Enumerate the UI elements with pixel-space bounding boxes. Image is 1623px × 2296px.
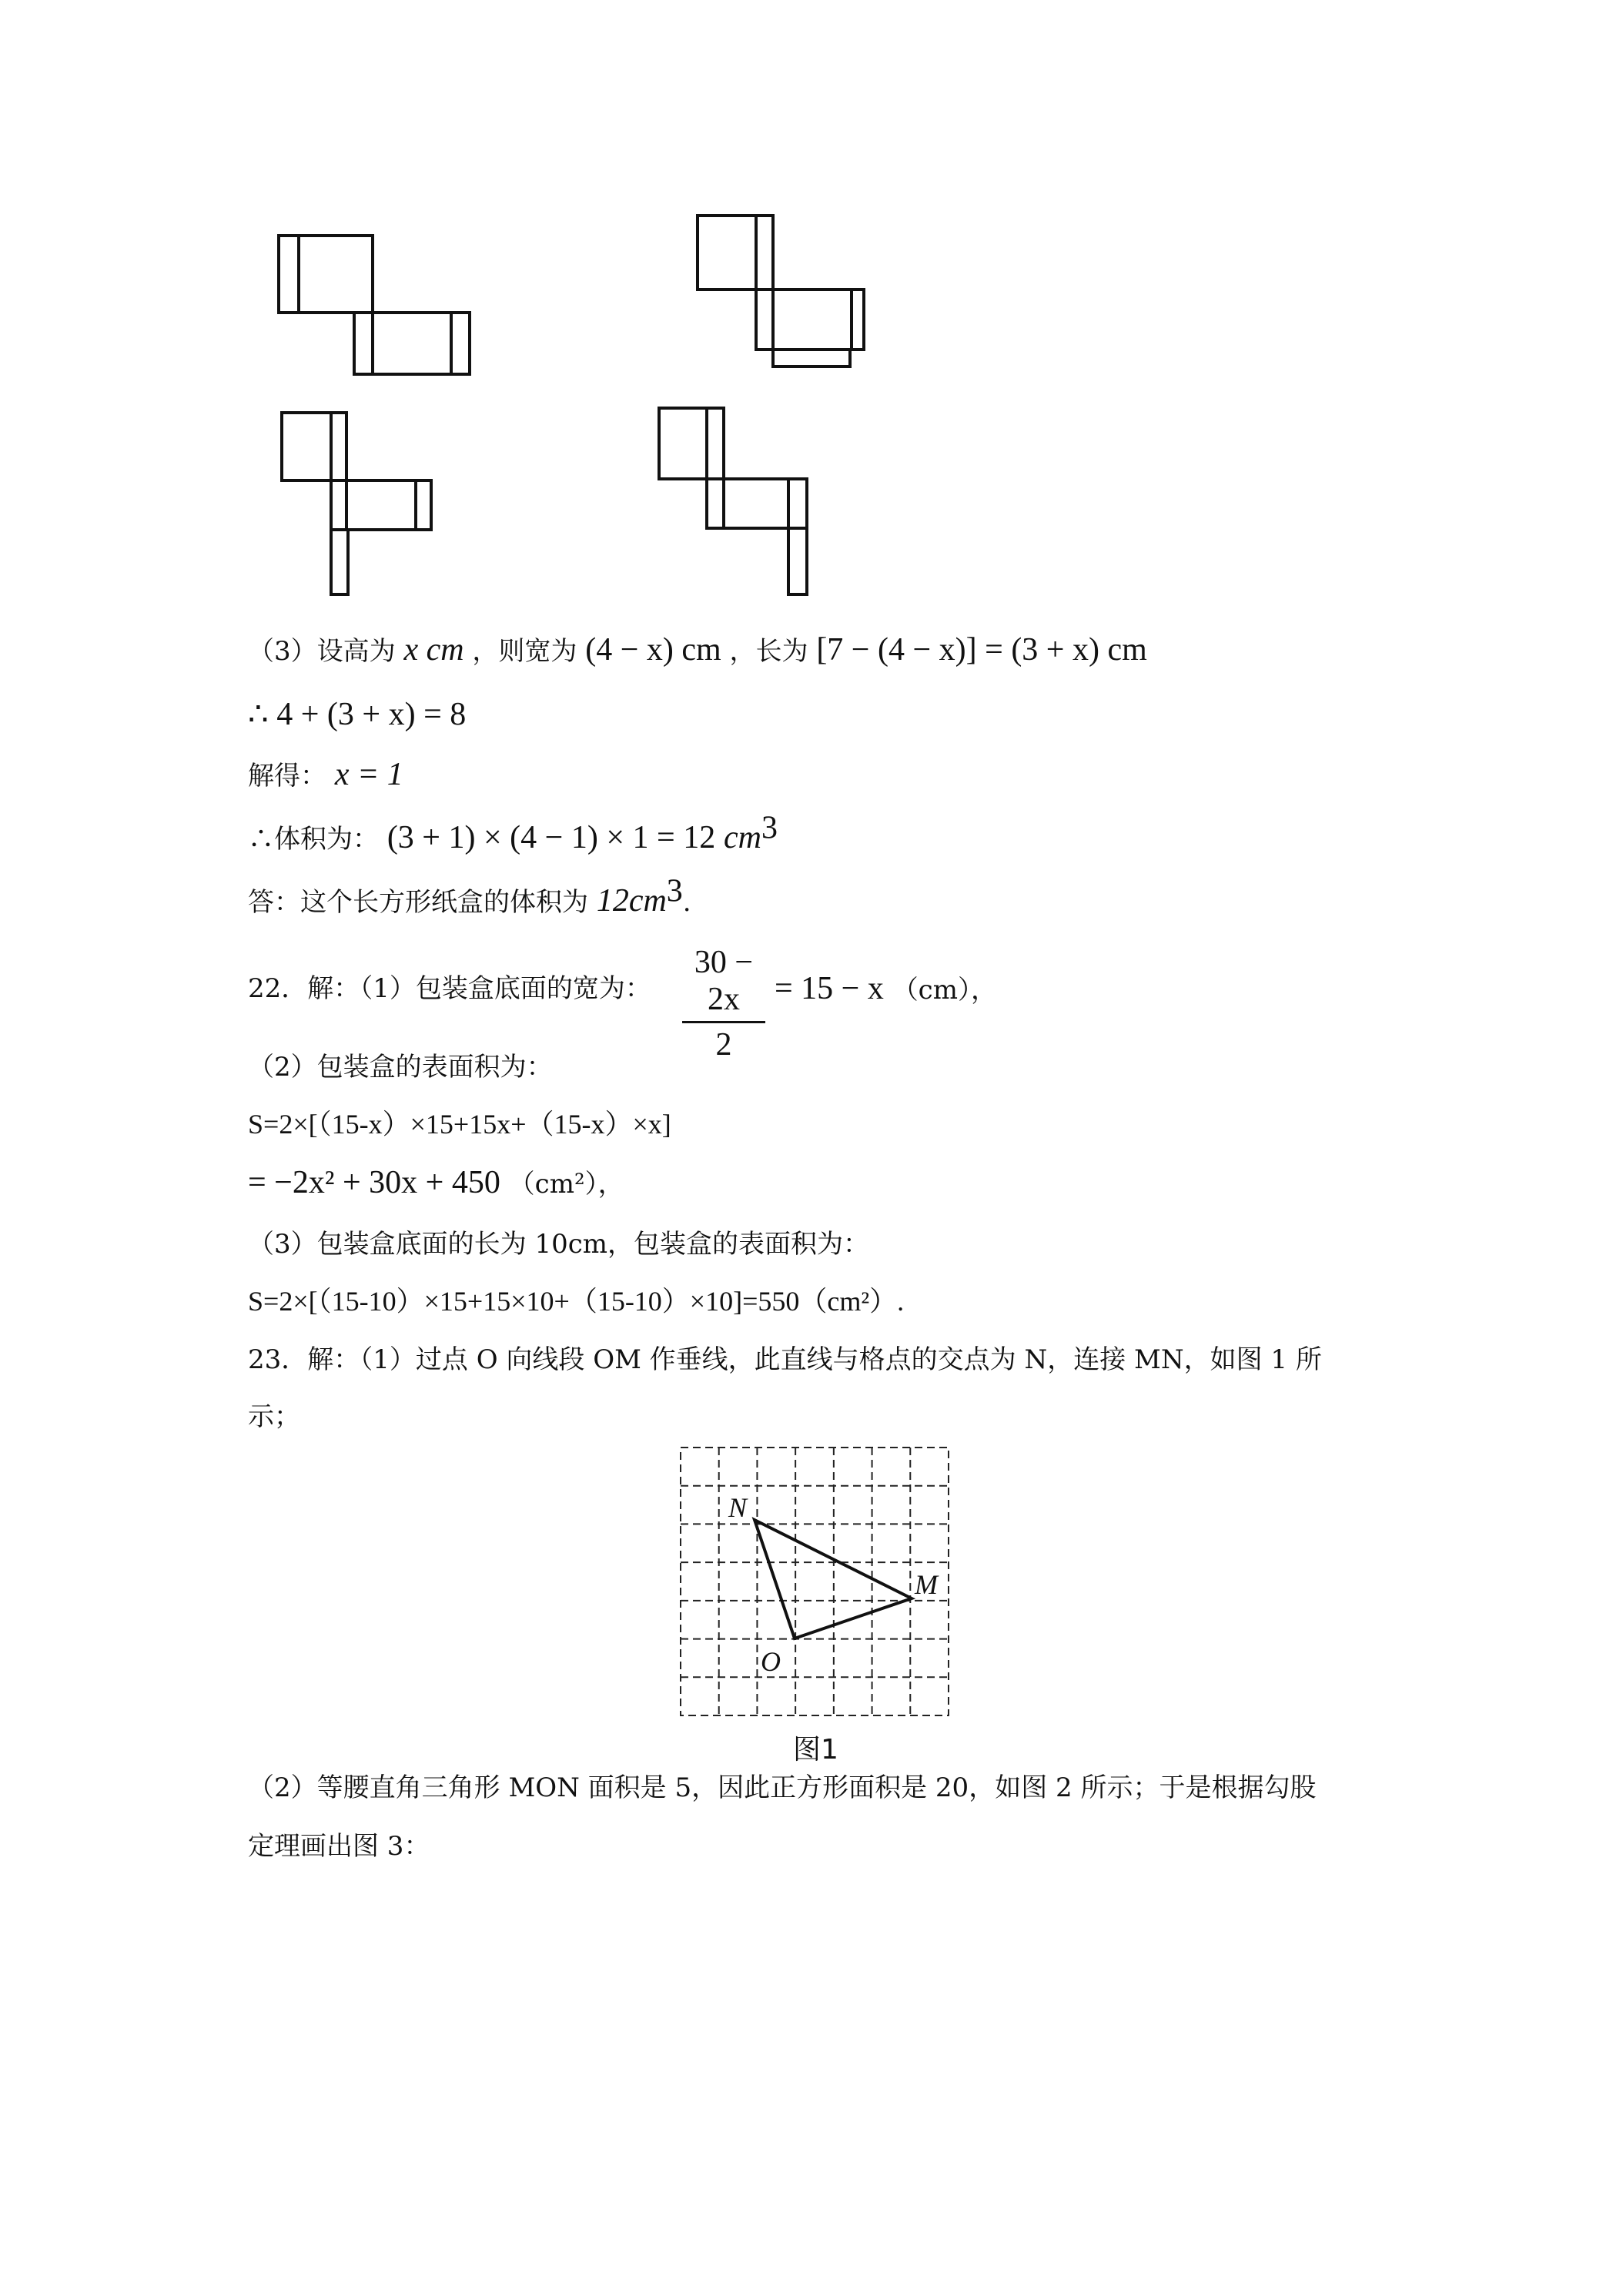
cube-net-1 [279, 236, 470, 374]
q23-line1: 23．解：（1）过点 O 向线段 OM 作垂线，此直线与格点的交点为 N，连接 MN，如图 1 所 [248, 1344, 1322, 1375]
q22-unit: （cm）， [892, 975, 997, 1006]
cube-net-4 [659, 408, 807, 594]
answer-value: 12cm [596, 883, 667, 919]
q22-part2-title: （2）包装盒的表面积为： [248, 1052, 553, 1083]
figure-1-caption: 图1 [793, 1734, 838, 1766]
answer-end: . [682, 887, 691, 918]
q23-part2-line2: 定理画出图 3： [248, 1831, 430, 1862]
equation-line: ∴ 4 + (3 + x) = 8 [248, 697, 467, 732]
q22-line1 [248, 972, 651, 1006]
q22-s-expr: S=2×[（15-x）×15+15x+（15-x）×x] [248, 1109, 671, 1140]
cube-nets-figure [0, 0, 1623, 616]
cube-net-2 [698, 216, 864, 366]
label-m: M [915, 1569, 938, 1600]
q22-part3: （3）包装盒底面的长为 10cm，包装盒的表面积为： [248, 1229, 869, 1260]
cube-net-3 [282, 413, 431, 594]
s-result: = −2x² + 30x + 450 [248, 1165, 500, 1200]
volume-line [248, 810, 778, 856]
length-expr: [7 − (4 − x)] = (3 + x) cm [816, 632, 1147, 668]
answer-line [248, 873, 691, 919]
q22-part3-expr: S=2×[（15-10）×15+15×10+（15-10）×10]=550（cm²）. [248, 1286, 905, 1317]
fraction-numerator: 30 − 2x [694, 945, 754, 1017]
volume-unit: cm [724, 820, 761, 855]
solve-value: x = 1 [334, 757, 403, 792]
answer-exponent: 3 [666, 873, 683, 909]
s-unit: （cm²）， [508, 1169, 624, 1200]
q22-lead: 22．解：（1）包装盒底面的宽为： [248, 973, 651, 1004]
fraction [682, 944, 765, 1063]
answer-prefix: 答：这个长方形纸盒的体积为 [248, 887, 588, 918]
part3-intro: （3）设高为 [248, 636, 396, 667]
triangle-mon [755, 1520, 912, 1638]
volume-exponent: 3 [761, 810, 778, 846]
fraction-bar [682, 1021, 765, 1023]
volume-expr: (3 + 1) × (4 − 1) × 1 = 12 [387, 820, 716, 855]
q23-part2-line1: （2）等腰直角三角形 MON 面积是 5，因此正方形面积是 20，如图 2 所示；于是根据勾股 [248, 1772, 1317, 1803]
label-n: N [728, 1492, 748, 1523]
width-expr: (4 − x) cm [585, 632, 721, 668]
solve-line [248, 758, 403, 793]
volume-label: ∴体积为： [248, 824, 379, 855]
width-label: ，则宽为 [472, 636, 577, 667]
solve-label: 解得： [248, 761, 326, 792]
q22-line1-tail [775, 972, 997, 1007]
q23-line2: 示； [248, 1401, 300, 1432]
part3-line1 [248, 633, 1147, 668]
height-expr: x cm [403, 632, 464, 668]
fraction-result: = 15 − x [775, 971, 884, 1006]
length-label: ，长为 [729, 636, 808, 667]
label-o: O [761, 1646, 781, 1677]
fraction-denominator: 2 [715, 1027, 732, 1063]
q22-s-result-line [248, 1166, 624, 1201]
